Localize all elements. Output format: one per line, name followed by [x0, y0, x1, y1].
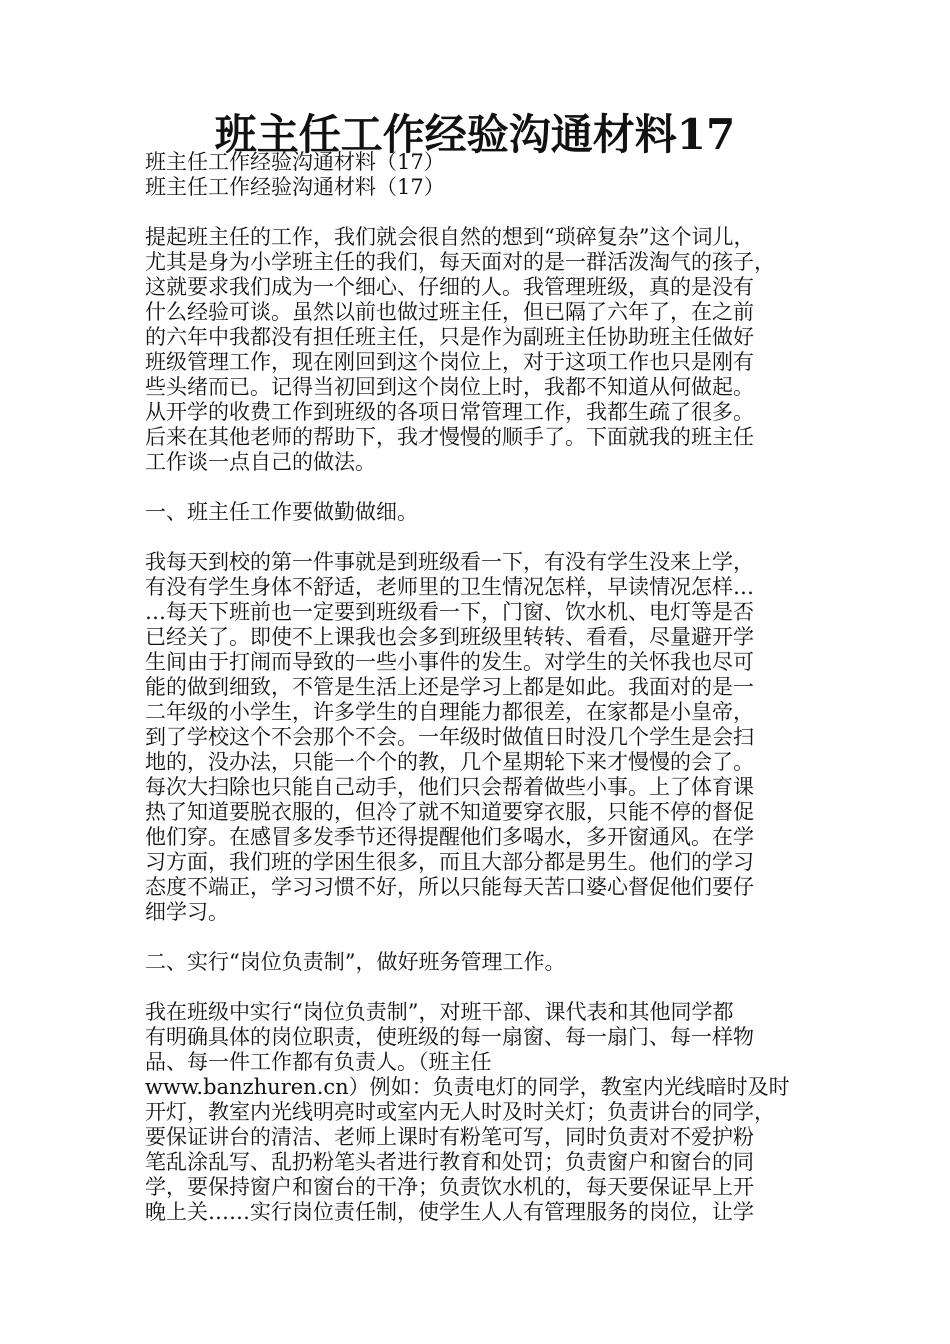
text-line: www.banzhuren.cn）例如：负责电灯的同学，教室内光线暗时及时 [145, 1075, 790, 1099]
text-line: 的六年中我都没有担任班主任，只是作为副班主任协助班主任做好 [145, 325, 754, 349]
text-line: 二、实行“岗位负责制”，做好班务管理工作。 [145, 950, 566, 974]
text-line: 晚上关……实行岗位责任制，使学生人人有管理服务的岗位，让学 [145, 1200, 754, 1224]
paragraph-list [145, 225, 805, 1225]
text-line: 从开学的收费工作到班级的各项日常管理工作，我都生疏了很多。 [145, 400, 754, 424]
paragraph [145, 500, 805, 525]
paragraph-spacer [145, 525, 805, 550]
document-body [145, 110, 805, 1225]
text-line: 我每天到校的第一件事就是到班级看一下，有没有学生没来上学， [145, 550, 754, 574]
text-line: 尤其是身为小学班主任的我们，每天面对的是一群活泼淘气的孩子， [145, 250, 775, 274]
text-line: 学，要保持窗户和窗台的干净；负责饮水机的，每天要保证早上开 [145, 1175, 754, 1199]
text-line: 已经关了。即使不上课我也会多到班级里转转、看看，尽量避开学 [145, 625, 754, 649]
text-line: 要保证讲台的清洁、老师上课时有粉笔可写，同时负责对不爱护粉 [145, 1125, 754, 1149]
text-line: 能的做到细致，不管是生活上还是学习上都是如此。我面对的是一 [145, 675, 754, 699]
text-line: 开灯，教室内光线明亮时或室内无人时及时关灯；负责讲台的同学， [145, 1100, 775, 1124]
page-title: 班主任工作经验沟通材料17 [214, 110, 736, 159]
paragraph-spacer [145, 975, 805, 1000]
text-line: 些头绪而已。记得当初回到这个岗位上时，我都不知道从何做起。 [145, 375, 754, 399]
text-line: 什么经验可谈。虽然以前也做过班主任，但已隔了六年了，在之前 [145, 300, 754, 324]
text-line: 细学习。 [145, 900, 229, 924]
text-line: 热了知道要脱衣服的，但冷了就不知道要穿衣服，只能不停的督促 [145, 800, 754, 824]
text-line: 有明确具体的岗位职责，使班级的每一扇窗、每一扇门、每一样物 [145, 1025, 754, 1049]
text-line: 这就要求我们成为一个细心、仔细的人。我管理班级，真的是没有 [145, 275, 754, 299]
text-line: 工作谈一点自己的做法。 [145, 450, 376, 474]
text-line: 态度不端正，学习习惯不好，所以只能每天苦口婆心督促他们要仔 [145, 875, 754, 899]
text-line: 生间由于打闹而导致的一些小事件的发生。对学生的关怀我也尽可 [145, 650, 754, 674]
paragraph [145, 225, 805, 475]
text-line: 品、每一件工作都有负责人。（班主任 [145, 1050, 492, 1074]
text-line: 有没有学生身体不舒适，老师里的卫生情况怎样，早读情况怎样… [145, 575, 754, 599]
subtitle-line: 班主任工作经验沟通材料（17） [145, 150, 445, 174]
text-line: 班级管理工作，现在刚回到这个岗位上，对于这项工作也只是刚有 [145, 350, 754, 374]
subtitle-line: 班主任工作经验沟通材料（17） [145, 175, 445, 199]
text-line: 提起班主任的工作，我们就会很自然的想到“琐碎复杂”这个词儿， [145, 225, 755, 249]
text-line: 二年级的小学生，许多学生的自理能力都很差，在家都是小皇帝， [145, 700, 754, 724]
text-line: 我在班级中实行“岗位负责制”，对班干部、课代表和其他同学都 [145, 1000, 734, 1024]
text-line: 每次大扫除也只能自己动手，他们只会帮着做些小事。上了体育课 [145, 775, 754, 799]
text-line: 后来在其他老师的帮助下，我才慢慢的顺手了。下面就我的班主任 [145, 425, 754, 449]
text-line: 到了学校这个不会那个不会。一年级时做值日时没几个学生是会扫 [145, 725, 754, 749]
paragraph [145, 550, 805, 925]
text-line: 他们穿。在感冒多发季节还得提醒他们多喝水，多开窗通风。在学 [145, 825, 754, 849]
text-line: 一、班主任工作要做勤做细。 [145, 500, 418, 524]
paragraph [145, 950, 805, 975]
paragraph-spacer [145, 475, 805, 500]
paragraph-spacer [145, 200, 805, 225]
text-line: 习方面，我们班的学困生很多，而且大部分都是男生。他们的学习 [145, 850, 754, 874]
text-line: …每天下班前也一定要到班级看一下，门窗、饮水机、电灯等是否 [145, 600, 754, 624]
text-line: 地的，没办法，只能一个个的教，几个星期轮下来才慢慢的会了。 [145, 750, 754, 774]
text-line: 笔乱涂乱写、乱扔粉笔头者进行教育和处罚；负责窗户和窗台的同 [145, 1150, 754, 1174]
paragraph [145, 1000, 805, 1225]
paragraph-spacer [145, 925, 805, 950]
